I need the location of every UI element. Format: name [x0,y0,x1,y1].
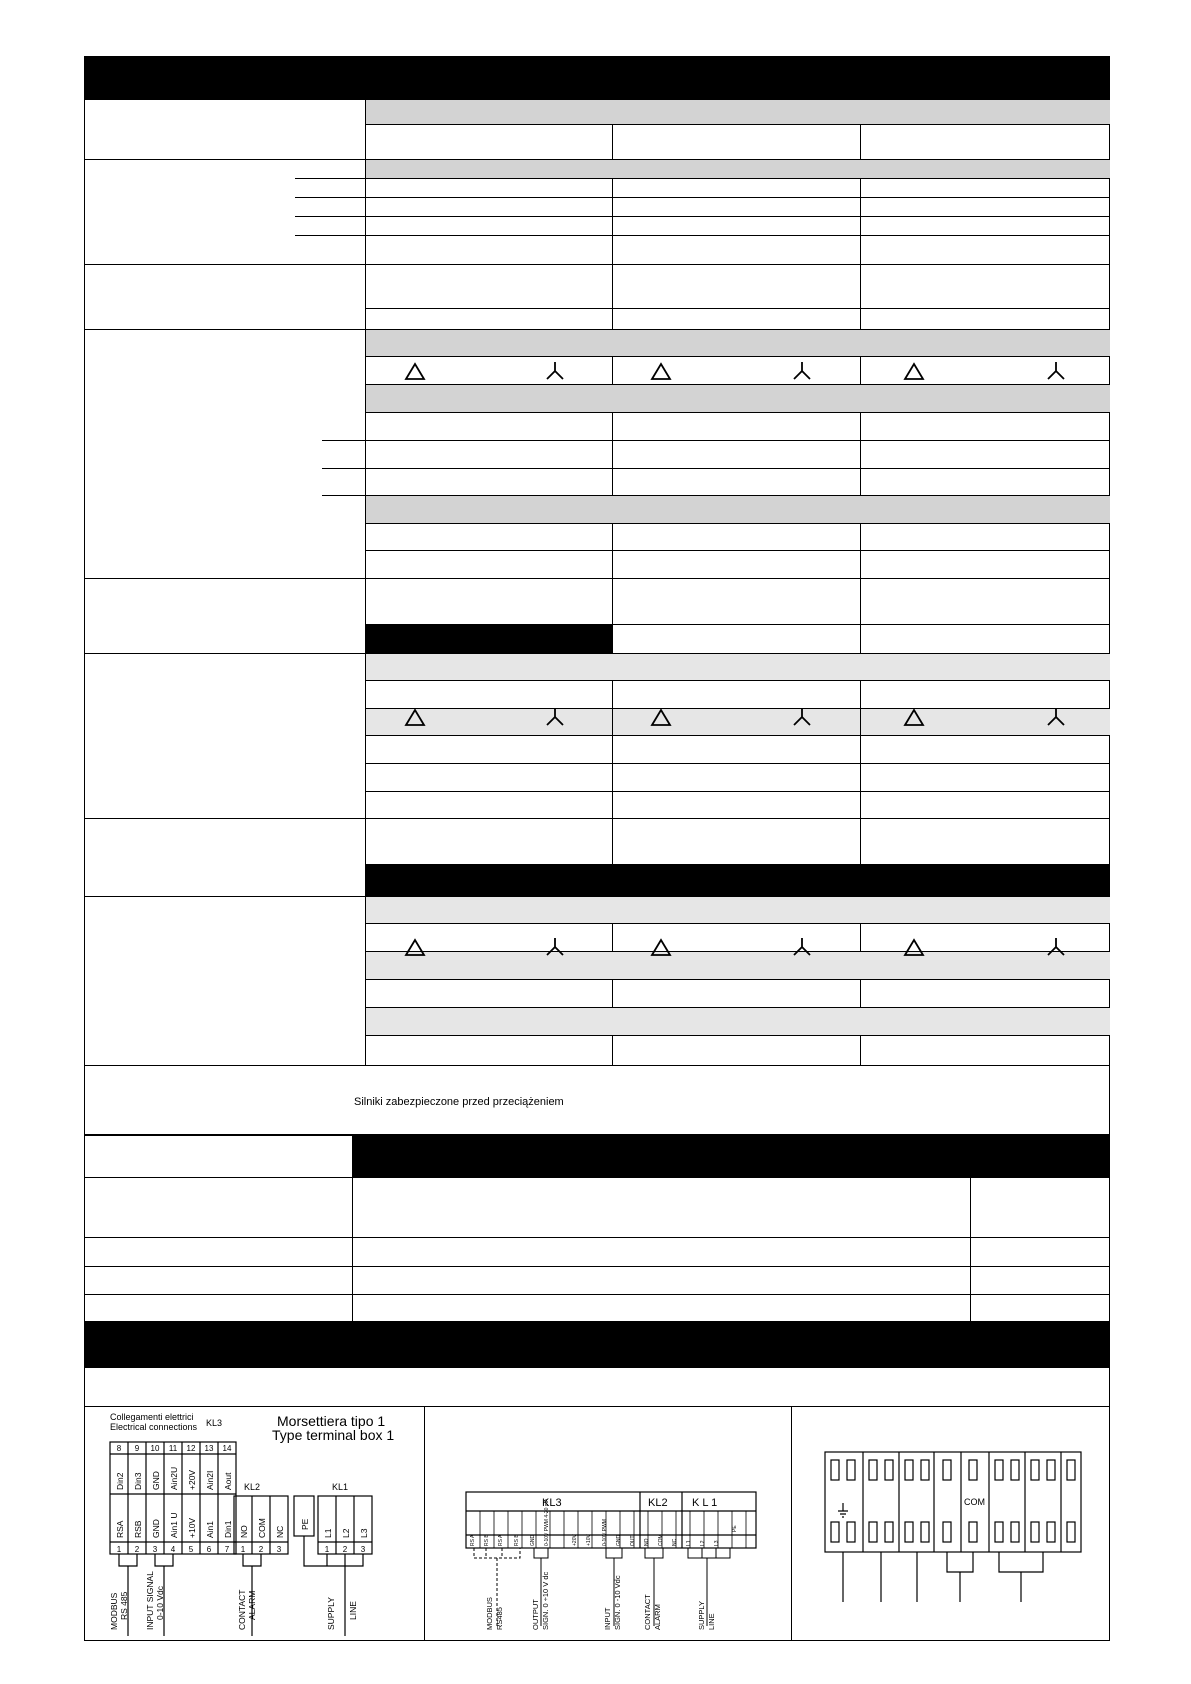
svg-text:NC: NC [672,1538,678,1546]
svg-text:INPUT SIGNAL: INPUT SIGNAL [145,1571,155,1630]
panel1-box-title-it: Morsettiera tipo 1 [277,1413,386,1429]
motor-protection-note: Silniki zabezpieczone przed przeciążeniem [354,1096,564,1108]
svg-text:L3: L3 [714,1540,720,1546]
svg-text:1: 1 [240,1545,246,1554]
delta-icon [905,364,923,379]
svg-text:RS 485: RS 485 [119,1591,129,1620]
svg-text:ALARM: ALARM [247,1590,257,1620]
svg-text:L3: L3 [359,1528,369,1538]
svg-text:OUT: OUT [630,1535,636,1546]
star-icon [547,362,563,379]
panel1-title-it: Collegamenti elettrici [110,1412,194,1422]
svg-text:1: 1 [116,1545,122,1554]
panel3-com-label: COM [964,1497,985,1507]
svg-text:Ain2I: Ain2I [205,1470,215,1490]
svg-text:RSB: RSB [133,1520,143,1538]
panel1-kl3-label: KL3 [206,1418,223,1428]
delta-icon [406,710,424,725]
panel2-kl1-label: K L 1 [692,1497,718,1509]
svg-text:Aout: Aout [223,1472,233,1490]
svg-text:+10V: +10V [586,1534,592,1546]
svg-text:MODBUS: MODBUS [485,1597,494,1630]
star-icon [1048,362,1064,379]
star-icon [547,938,563,955]
svg-text:3: 3 [152,1545,158,1554]
svg-text:Din2: Din2 [115,1472,125,1490]
svg-text:7: 7 [224,1545,230,1554]
svg-text:+10V: +10V [187,1517,197,1538]
svg-text:10: 10 [150,1444,160,1453]
svg-text:Ain1: Ain1 [205,1520,215,1538]
terminal-box-3-diagram [793,1408,1108,1639]
svg-text:L1: L1 [323,1528,333,1538]
svg-text:PE: PE [732,1525,738,1532]
svg-text:GND: GND [151,1519,161,1538]
svg-text:SIGN. 0 -10 Vdc: SIGN. 0 -10 Vdc [613,1575,622,1630]
delta-icon [652,710,670,725]
svg-text:4: 4 [170,1545,176,1554]
panel1-title-en: Electrical connections [110,1422,198,1432]
svg-text:ALARM: ALARM [653,1604,662,1630]
connections-subheader [84,1367,1110,1407]
svg-text:PE: PE [300,1518,310,1530]
svg-text:L2: L2 [700,1540,706,1546]
svg-text:L2: L2 [341,1528,351,1538]
svg-text:9: 9 [134,1444,140,1453]
svg-text:RS485: RS485 [495,1607,504,1630]
svg-text:NC: NC [275,1525,285,1538]
svg-text:GND: GND [151,1471,161,1490]
svg-text:SUPPLY: SUPPLY [697,1600,706,1630]
svg-text:+20V: +20V [572,1534,578,1546]
svg-text:3: 3 [360,1545,366,1554]
svg-text:CONTACT: CONTACT [643,1594,652,1630]
svg-text:COM: COM [257,1518,267,1538]
svg-text:NO: NO [644,1538,650,1546]
star-icon [794,938,810,955]
svg-text:13: 13 [204,1444,214,1453]
svg-text:RS B: RS B [484,1534,490,1546]
panel1-kl1-label: KL1 [332,1482,349,1492]
svg-text:CONTACT: CONTACT [237,1589,247,1630]
delta-icon [905,940,923,955]
svg-text:INPUT: INPUT [603,1607,612,1630]
svg-text:0-10V PWM: 0-10V PWM [602,1519,608,1546]
svg-text:12: 12 [186,1444,196,1453]
star-icon [794,708,810,725]
svg-text:NO: NO [239,1525,249,1538]
svg-text:GND: GND [530,1534,536,1546]
svg-text:11: 11 [168,1444,178,1453]
panel1-kl2-label: KL2 [244,1482,261,1492]
connections-header-bar [84,1322,1110,1368]
svg-text:6: 6 [206,1545,212,1554]
svg-text:GND: GND [616,1534,622,1546]
svg-text:RS A: RS A [498,1534,504,1546]
terminal-box-2-diagram [426,1408,790,1639]
delta-icon [652,364,670,379]
svg-text:RSA: RSA [115,1520,125,1538]
svg-text:SIGN. 0 ÷10 V dc: SIGN. 0 ÷10 V dc [541,1571,550,1630]
svg-text:OUTPUT: OUTPUT [531,1599,540,1630]
svg-text:L1: L1 [686,1540,692,1546]
svg-text:RS A: RS A [470,1534,476,1546]
svg-text:0-10 Vdc: 0-10 Vdc [155,1585,165,1620]
delta-icon [406,364,424,379]
svg-text:LINE: LINE [348,1601,358,1620]
svg-text:8: 8 [116,1444,122,1453]
svg-text:SUPPLY: SUPPLY [326,1597,336,1630]
star-icon [794,362,810,379]
star-icon [1048,938,1064,955]
svg-text:COM: COM [658,1534,664,1546]
svg-text:LINE: LINE [707,1613,716,1630]
svg-text:1: 1 [324,1545,330,1554]
delta-icon [652,940,670,955]
delta-icon [905,710,923,725]
svg-text:MODBUS: MODBUS [109,1592,119,1630]
svg-text:14: 14 [222,1444,232,1453]
terminal-box-1-diagram [86,1408,422,1639]
svg-text:Ain1 U: Ain1 U [169,1512,179,1538]
svg-text:Ain2U: Ain2U [169,1466,179,1490]
svg-text:Din3: Din3 [133,1472,143,1490]
svg-text:2: 2 [342,1545,348,1554]
panel1-box-title-en: Type terminal box 1 [272,1427,395,1443]
panel2-kl2-label: KL2 [648,1497,668,1509]
panel2-kl3-label: KL3 [542,1497,562,1509]
star-icon [1048,708,1064,725]
svg-text:0-10V PWM 4-20 mA: 0-10V PWM 4-20 mA [544,1498,550,1546]
svg-text:+20V: +20V [187,1469,197,1490]
svg-text:5: 5 [188,1545,194,1554]
svg-text:Din1: Din1 [223,1520,233,1538]
svg-text:RS B: RS B [514,1534,520,1546]
svg-text:2: 2 [258,1545,264,1554]
star-icon [547,708,563,725]
delta-icon [406,940,424,955]
svg-text:3: 3 [276,1545,282,1554]
svg-text:2: 2 [134,1545,140,1554]
